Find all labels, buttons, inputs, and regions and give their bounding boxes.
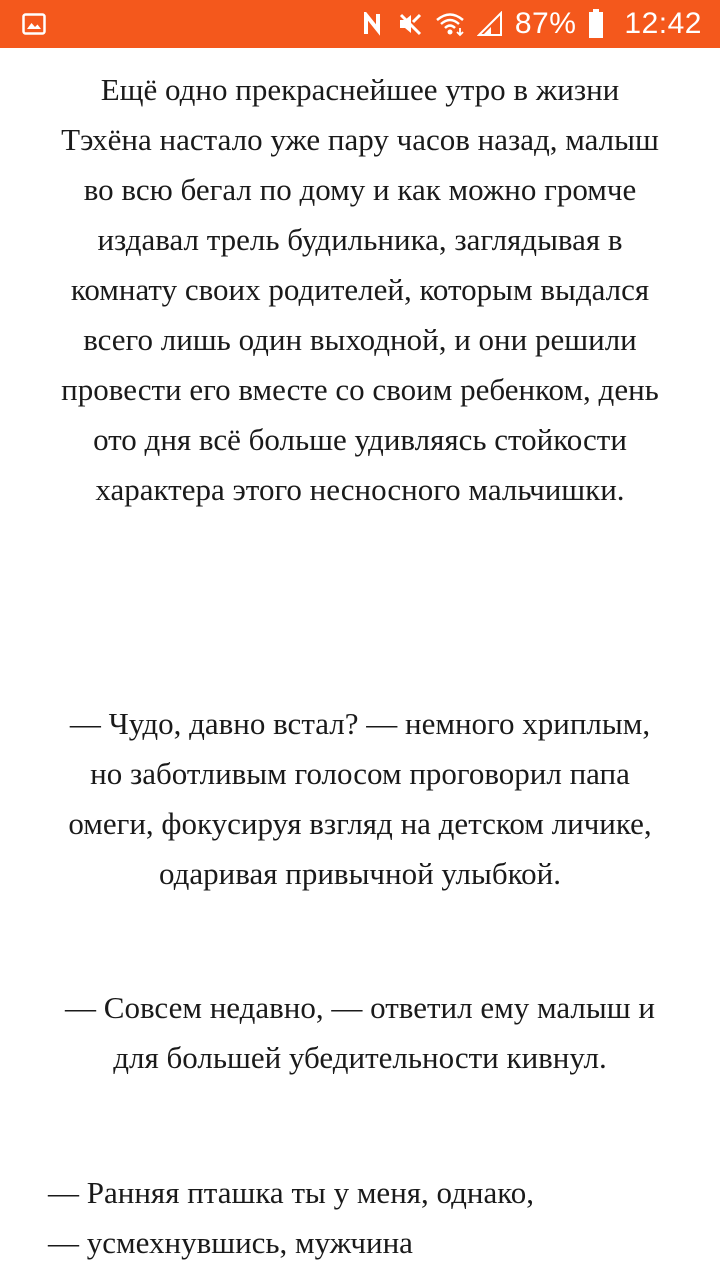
wifi-icon [435,11,465,37]
clock-time: 12:42 [624,7,702,40]
battery-percent: 87% [514,7,577,40]
paragraph: — Ранняя пташка ты у меня, однако, — усмехнувшись, мужчина [48,1175,535,1260]
paragraph: — Чудо, давно встал? — немного хриплым, но заботливым голосом проговорил папа омеги, фокусируя взгляд на детском личике, одаривая привычной улыбкой. [68,706,652,891]
gallery-icon [22,12,46,36]
mute-icon [397,11,423,37]
status-icons [363,0,702,48]
signal-icon [477,11,503,37]
reader-content[interactable] [0,48,720,1280]
nfc-icon [363,12,385,36]
paragraph: Ещё одно прекраснейшее утро в жизни Тэхёна настало уже пару часов назад, малыш во всю бегал по дому и как можно громче издавал трель будильника, заглядывая в комнату своих родителей, которым выдался всего лишь один выходной, и они решили провести его вместе со своим ребенком, день ото дня всё больше удивляясь стойкости характера этого несносного мальчишки. [61,72,659,507]
battery-icon [588,9,604,39]
status-bar [0,0,720,48]
paragraph: — Совсем недавно, — ответил ему малыш и для большей убедительности кивнул. [65,990,655,1075]
